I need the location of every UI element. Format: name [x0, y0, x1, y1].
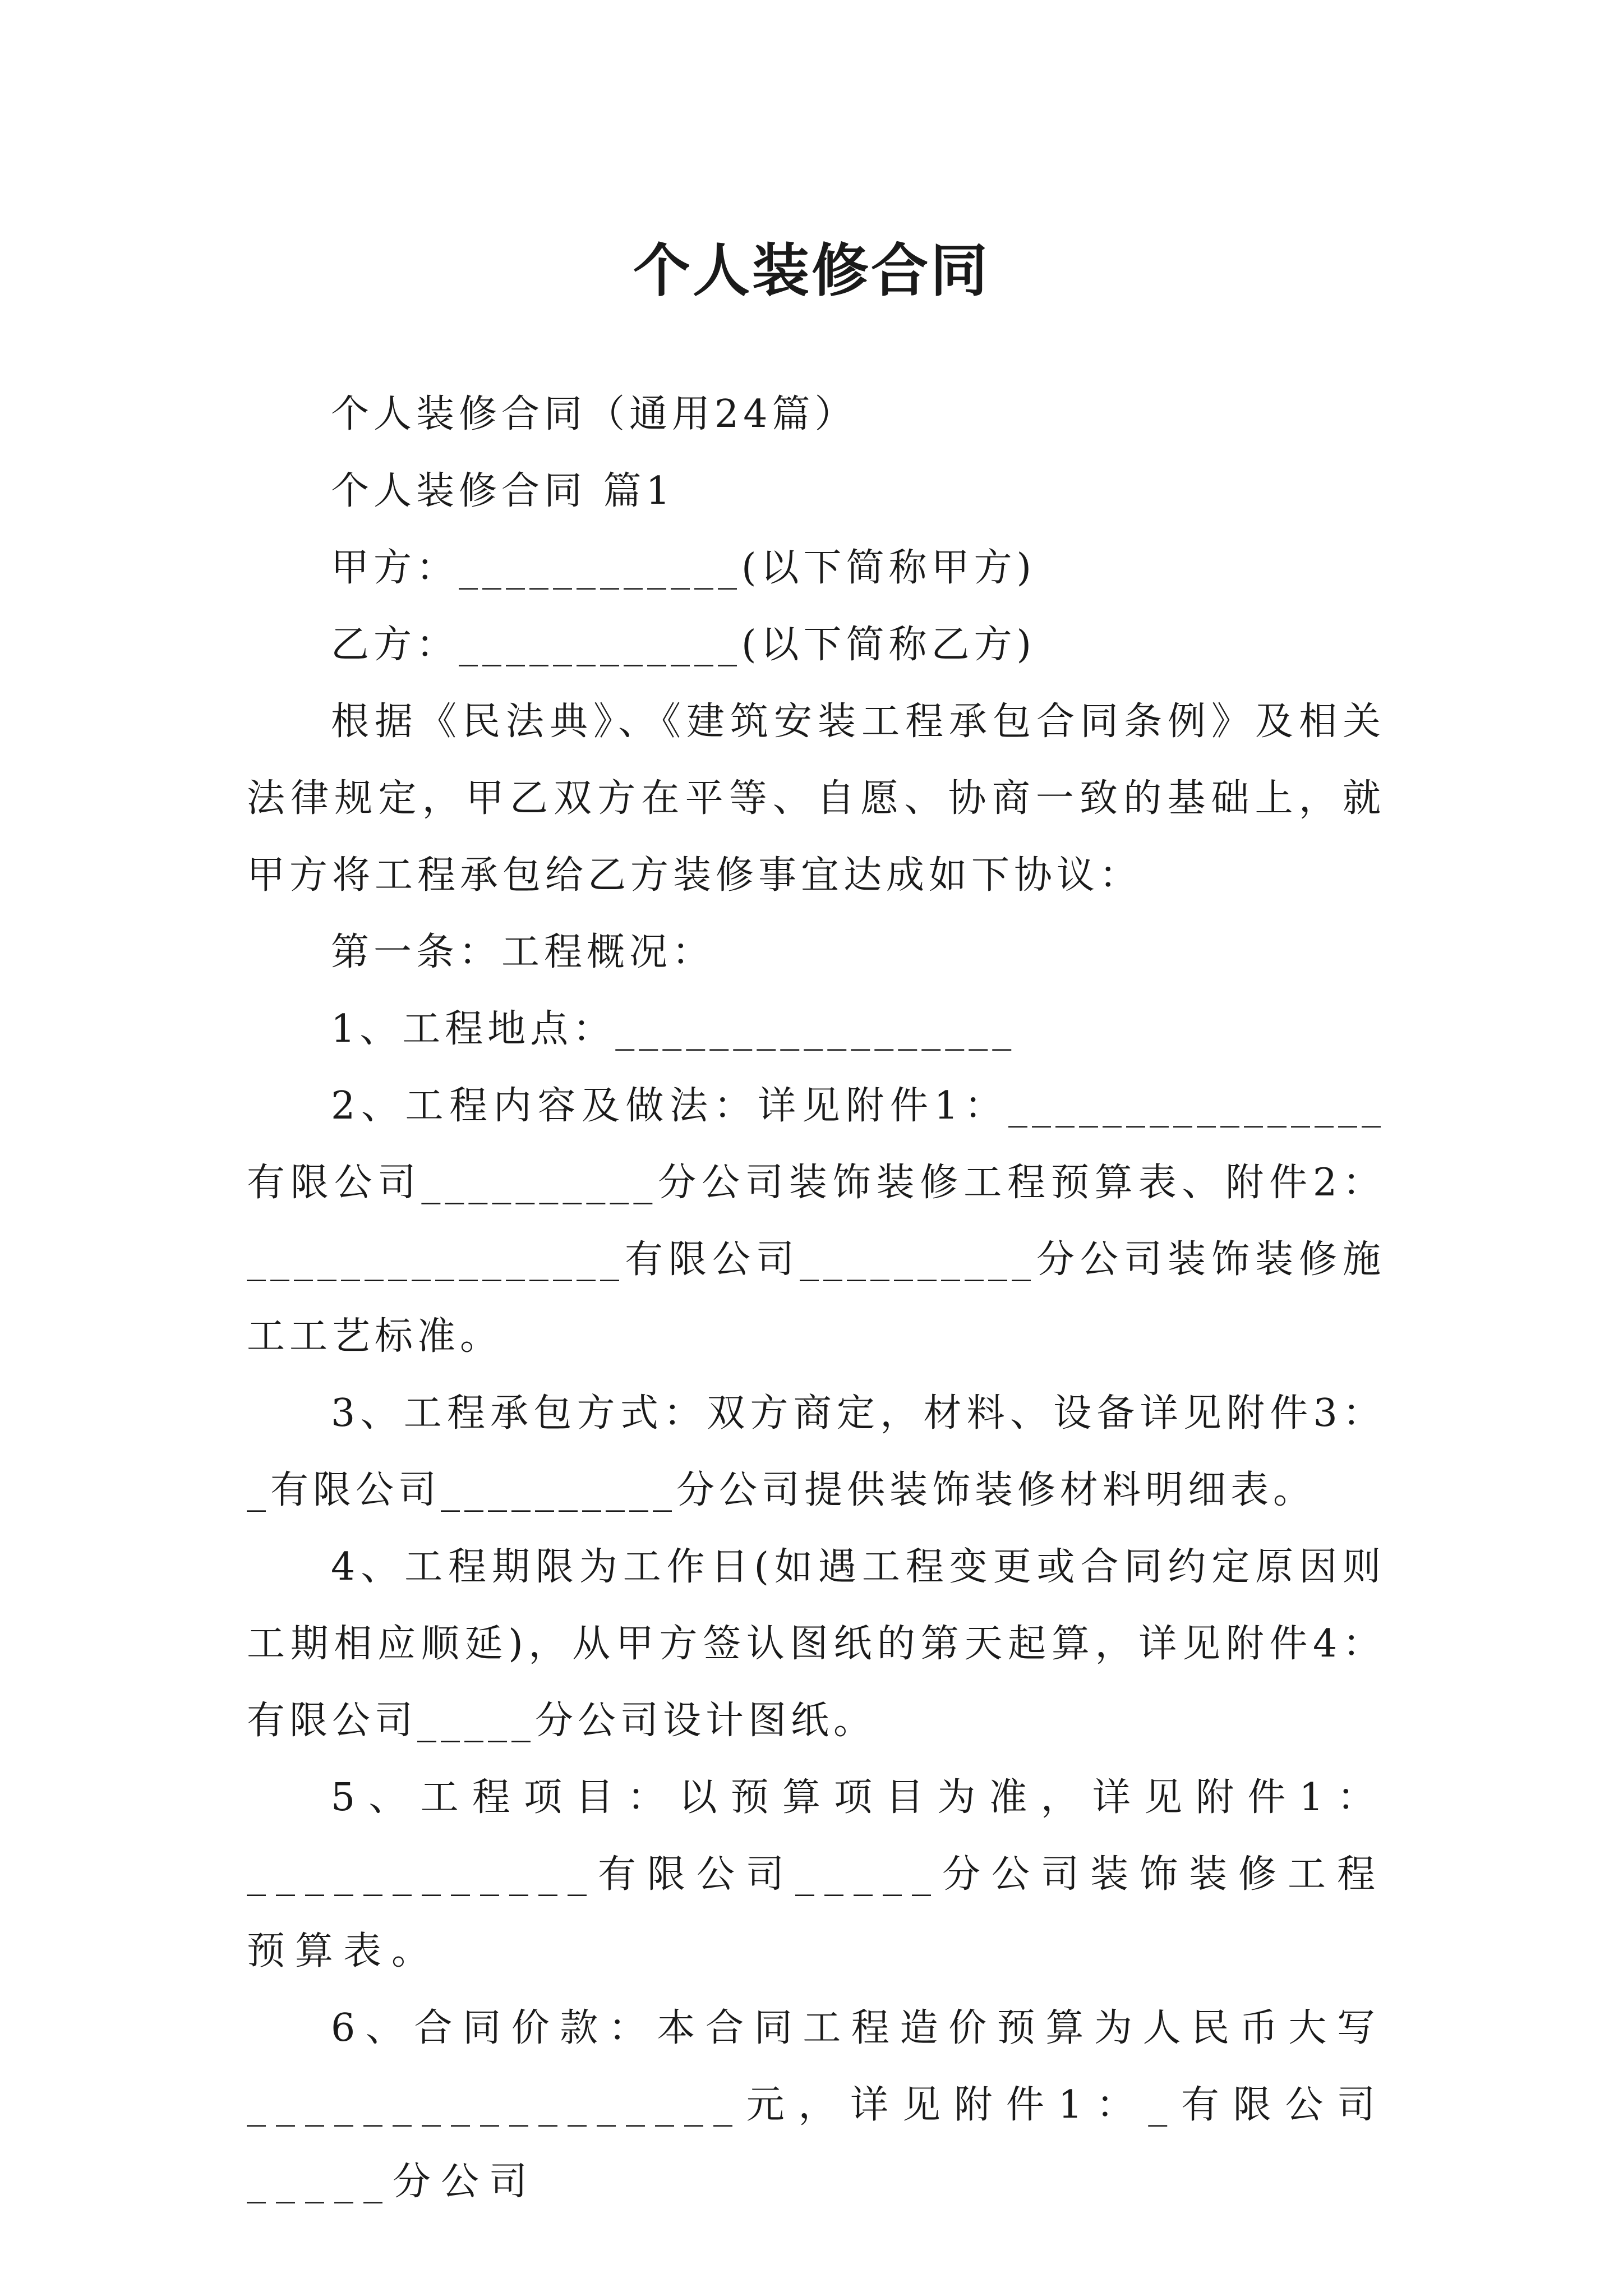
preamble-paragraph: 根据《民法典》、《建筑安装工程承包合同条例》及相关法律规定，甲乙双方在平等、自愿、协商一致的基础上，就甲方将工程承包给乙方装修事宜达成如下协议： — [247, 700, 1385, 898]
section-heading: 个人装修合同 篇1 — [331, 469, 675, 513]
clause-1: 1、工程地点：_________________ — [331, 1007, 1016, 1051]
clause-4: 4、工程期限为工作日(如遇工程变更或合同约定原因则工期相应顺延)，从甲方签认图纸的第天起算，详见附件4：有限公司_____分公司设计图纸。 — [247, 1545, 1385, 1743]
clause-6: 6、合同价款：本合同工程造价预算为人民币大写_________________元，详见附件1：_有限公司_____分公司 — [247, 2006, 1385, 2204]
article-one-heading: 第一条：工程概况： — [331, 930, 715, 974]
clause-3: 3、工程承包方式：双方商定，材料、设备详见附件3：_有限公司__________分公司提供装饰装修材料明细表。 — [247, 1391, 1385, 1512]
document-title: 个人装修合同 — [633, 237, 990, 305]
clause-2: 2、工程内容及做法：详见附件1：________________有限公司__________分公司装饰装修工程预算表、附件2：________________有限公司__________分公司装饰装修施工工艺标准。 — [247, 1084, 1385, 1359]
subtitle-paragraph: 个人装修合同（通用24篇） — [331, 392, 857, 436]
clause-5: 5、工程项目：以预算项目为准，详见附件1：____________有限公司_____分公司装饰装修工程预算表。 — [247, 1775, 1385, 1973]
document-body — [247, 376, 1385, 2220]
party-b-line: 乙方：____________(以下简称乙方) — [331, 623, 1036, 667]
party-a-line: 甲方：____________(以下简称甲方) — [331, 546, 1036, 590]
